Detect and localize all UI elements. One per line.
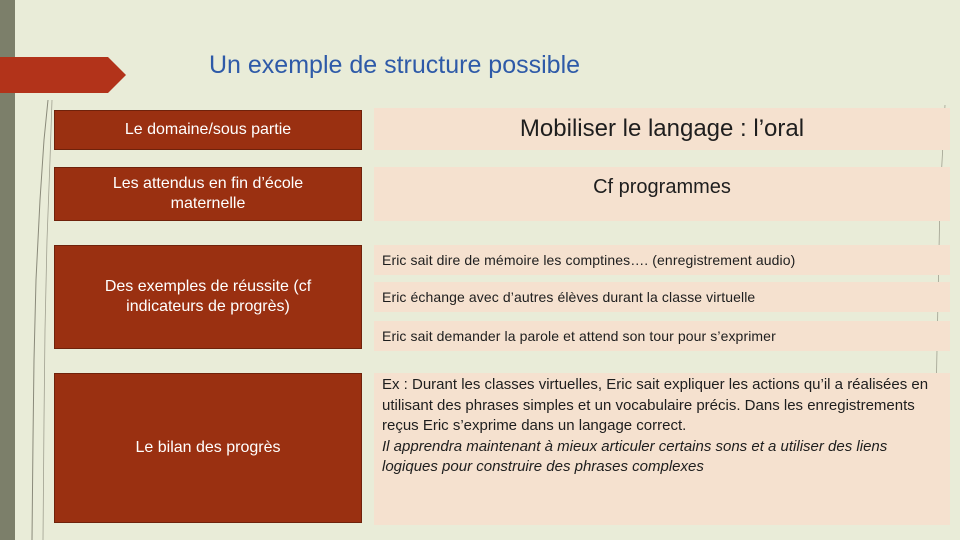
label-attendus — [54, 167, 362, 221]
bilan-text: Ex : Durant les classes virtuelles, Eric sait expliquer les actions qu’il a réalisées en utilisant des phrases simples et un vocabulaire précis. Dans les enregistrements reçus Eric s’exprime dans un langage correct. — [382, 376, 929, 434]
label-bilan-text: Le bilan des progrès — [135, 439, 281, 456]
title-arrow — [0, 57, 126, 93]
bilan-text-italic: Il apprendra maintenant à mieux articuler certains sons et a utiliser des liens logiques pour construire des phrases complexes — [382, 437, 888, 475]
value-domaine-text: Mobiliser le langage : l’oral — [519, 115, 805, 142]
label-domaine-text: Le domaine/sous partie — [124, 121, 292, 138]
label-attendus-text: Les attendus en fin d’école maternelle — [112, 175, 304, 212]
value-domaine — [374, 108, 950, 150]
page-title: Un exemple de structure possible — [209, 51, 581, 79]
deco-line-left-2 — [43, 100, 52, 540]
example-item-3 — [374, 321, 950, 351]
left-stripe — [0, 0, 15, 540]
example-item-2 — [374, 282, 950, 312]
example-item-3-text: Eric sait demander la parole et attend son tour pour s’exprimer — [382, 328, 776, 344]
label-bilan — [54, 373, 362, 523]
example-item-1-text: Eric sait dire de mémoire les comptines…. (enregistrement audio) — [382, 252, 796, 268]
label-exemples-text: Des exemples de réussite (cf indicateurs de progrès) — [104, 278, 312, 315]
label-exemples — [54, 245, 362, 349]
value-attendus — [374, 167, 950, 221]
example-item-2-text: Eric échange avec d’autres élèves durant la classe virtuelle — [382, 289, 756, 305]
label-domaine — [54, 110, 362, 150]
deco-line-left — [32, 100, 48, 540]
bilan-content — [374, 373, 950, 525]
value-attendus-text: Cf programmes — [593, 176, 731, 198]
example-item-1 — [374, 245, 950, 275]
